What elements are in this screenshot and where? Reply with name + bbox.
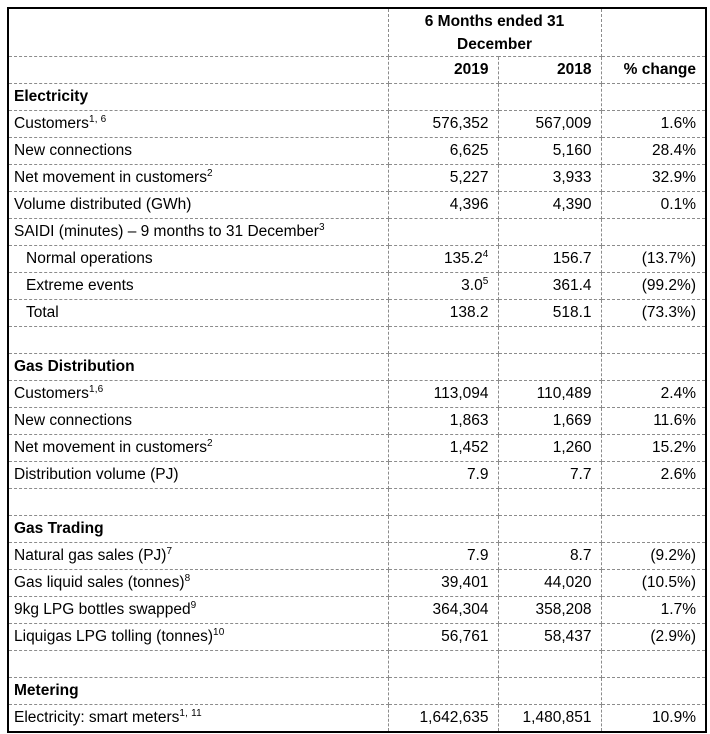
data-row [8, 462, 706, 489]
value-change: (10.5%) [601, 570, 706, 597]
value-change: 10.9% [601, 705, 706, 733]
value-change: 15.2% [601, 435, 706, 462]
data-row [8, 111, 706, 138]
value-change: (9.2%) [601, 543, 706, 570]
row-label: Volume distributed (GWh) [8, 192, 388, 219]
footnote-ref: 10 [213, 626, 225, 638]
header-label-spacer [8, 8, 388, 57]
row-label: Electricity [8, 84, 388, 111]
value-2019: 1,863 [388, 408, 498, 435]
data-row [8, 408, 706, 435]
spacer-row [8, 489, 706, 516]
column-header-row [8, 57, 706, 84]
row-label: New connections [8, 138, 388, 165]
row-label: Natural gas sales (PJ)$^7$ [8, 543, 388, 570]
row-label: Liquigas LPG tolling (tonnes)$^{10}$ [8, 624, 388, 651]
column-header-2018: 2018 [498, 57, 601, 84]
value-change [601, 516, 706, 543]
value-2018: 8.7 [498, 543, 601, 570]
value-change: (2.9%) [601, 624, 706, 651]
row-label: Metering [8, 678, 388, 705]
value-2019: 7.9 [388, 462, 498, 489]
section-row [8, 516, 706, 543]
value-2018: 5,160 [498, 138, 601, 165]
row-label: Net movement in customers$^2$ [8, 435, 388, 462]
data-row [8, 597, 706, 624]
value-change: 28.4% [601, 138, 706, 165]
value-2019: 56,761 [388, 624, 498, 651]
data-row [8, 570, 706, 597]
table-body [8, 84, 706, 733]
data-row [8, 138, 706, 165]
value-2019: 5,227 [388, 165, 498, 192]
data-row [8, 300, 706, 327]
row-label: Gas liquid sales (tonnes)$^8$ [8, 570, 388, 597]
value-change: 32.9% [601, 165, 706, 192]
value-change: 2.6% [601, 462, 706, 489]
value-2019 [388, 84, 498, 111]
value-2019: 138.2 [388, 300, 498, 327]
value-2018 [498, 84, 601, 111]
row-label: Distribution volume (PJ) [8, 462, 388, 489]
data-row [8, 381, 706, 408]
value-change: 11.6% [601, 408, 706, 435]
value-2018: 1,669 [498, 408, 601, 435]
value-2019: 576,352 [388, 111, 498, 138]
value-2019 [388, 354, 498, 381]
value-2019: 6,625 [388, 138, 498, 165]
row-label: New connections [8, 408, 388, 435]
value-change [601, 678, 706, 705]
value-2019 [388, 651, 498, 678]
value-2018: 4,390 [498, 192, 601, 219]
value-2018: 1,480,851 [498, 705, 601, 733]
data-row [8, 246, 706, 273]
value-2018: 58,437 [498, 624, 601, 651]
row-label: 9kg LPG bottles swapped$^9$ [8, 597, 388, 624]
value-change: 0.1% [601, 192, 706, 219]
value-2018: 518.1 [498, 300, 601, 327]
footnote-ref: 1,6 [88, 383, 104, 395]
row-label: Normal operations [8, 246, 388, 273]
period-header-row [8, 8, 706, 57]
row-label: Customers$^{1, 6}$ [8, 111, 388, 138]
data-row [8, 543, 706, 570]
value-2019: 1,452 [388, 435, 498, 462]
value-change [601, 84, 706, 111]
data-row [8, 192, 706, 219]
footnote-ref: 8 [184, 572, 191, 584]
row-label: Net movement in customers$^2$ [8, 165, 388, 192]
value-2018: 7.7 [498, 462, 601, 489]
footnote-ref: 4 [482, 248, 489, 260]
footnote-ref: 9 [190, 599, 197, 611]
value-2018: 567,009 [498, 111, 601, 138]
row-label [8, 651, 388, 678]
section-row [8, 84, 706, 111]
section-row [8, 678, 706, 705]
column-header-change: % change [601, 57, 706, 84]
row-label [8, 489, 388, 516]
value-2019: 7.9 [388, 543, 498, 570]
operating-statistics-table [7, 7, 707, 733]
data-row [8, 219, 706, 246]
row-label: Extreme events [8, 273, 388, 300]
value-change [601, 651, 706, 678]
row-label [8, 327, 388, 354]
data-row [8, 273, 706, 300]
footnote-ref: 1, 11 [179, 707, 202, 719]
row-label: Electricity: smart meters$^{1, 11}$ [8, 705, 388, 733]
value-change: 1.6% [601, 111, 706, 138]
column-header-2019: 2019 [388, 57, 498, 84]
value-2018 [498, 516, 601, 543]
data-row [8, 435, 706, 462]
value-2018: 44,020 [498, 570, 601, 597]
value-2019: 113,094 [388, 381, 498, 408]
row-label: Total [8, 300, 388, 327]
value-2019: $3.0^5$ [388, 273, 498, 300]
row-label: Customers$^{1,6}$ [8, 381, 388, 408]
value-2018 [498, 489, 601, 516]
row-label: SAIDI (minutes) – 9 months to 31 December$^3$ [8, 219, 388, 246]
spacer-row [8, 327, 706, 354]
value-change [601, 327, 706, 354]
data-row [8, 705, 706, 733]
value-change: 1.7% [601, 597, 706, 624]
header-change-spacer [601, 8, 706, 57]
value-2019: 4,396 [388, 192, 498, 219]
value-2019: 1,642,635 [388, 705, 498, 733]
value-2018: 358,208 [498, 597, 601, 624]
data-row [8, 165, 706, 192]
data-row [8, 624, 706, 651]
value-2019 [388, 327, 498, 354]
footnote-ref: 3 [318, 221, 325, 233]
section-row [8, 354, 706, 381]
value-2018: 361.4 [498, 273, 601, 300]
value-change: (13.7%) [601, 246, 706, 273]
footnote-ref: 7 [166, 545, 173, 557]
value-2019 [388, 489, 498, 516]
value-2018 [498, 651, 601, 678]
value-2018: 156.7 [498, 246, 601, 273]
value-change [601, 489, 706, 516]
period-header-text: 6 Months ended 31 December [424, 12, 565, 53]
value-2019: 39,401 [388, 570, 498, 597]
value-change [601, 354, 706, 381]
value-2018 [498, 219, 601, 246]
footnote-ref: 5 [482, 275, 489, 287]
row-label: Gas Distribution [8, 354, 388, 381]
value-2018: 1,260 [498, 435, 601, 462]
value-change: (73.3%) [601, 300, 706, 327]
value-2018: 110,489 [498, 381, 601, 408]
value-change: (99.2%) [601, 273, 706, 300]
value-change: 2.4% [601, 381, 706, 408]
value-2018 [498, 678, 601, 705]
row-label: Gas Trading [8, 516, 388, 543]
value-2019: 364,304 [388, 597, 498, 624]
column-header-label-spacer [8, 57, 388, 84]
value-2018 [498, 327, 601, 354]
value-change [601, 219, 706, 246]
value-2019 [388, 516, 498, 543]
footnote-ref: 2 [206, 167, 213, 179]
footnote-ref: 1, 6 [88, 113, 107, 125]
spacer-row [8, 651, 706, 678]
value-2019 [388, 219, 498, 246]
period-header [388, 8, 601, 57]
value-2019: 135.2$^4$ [388, 246, 498, 273]
value-2018 [498, 354, 601, 381]
value-2019 [388, 678, 498, 705]
value-2018: 3,933 [498, 165, 601, 192]
footnote-ref: 2 [206, 437, 213, 449]
